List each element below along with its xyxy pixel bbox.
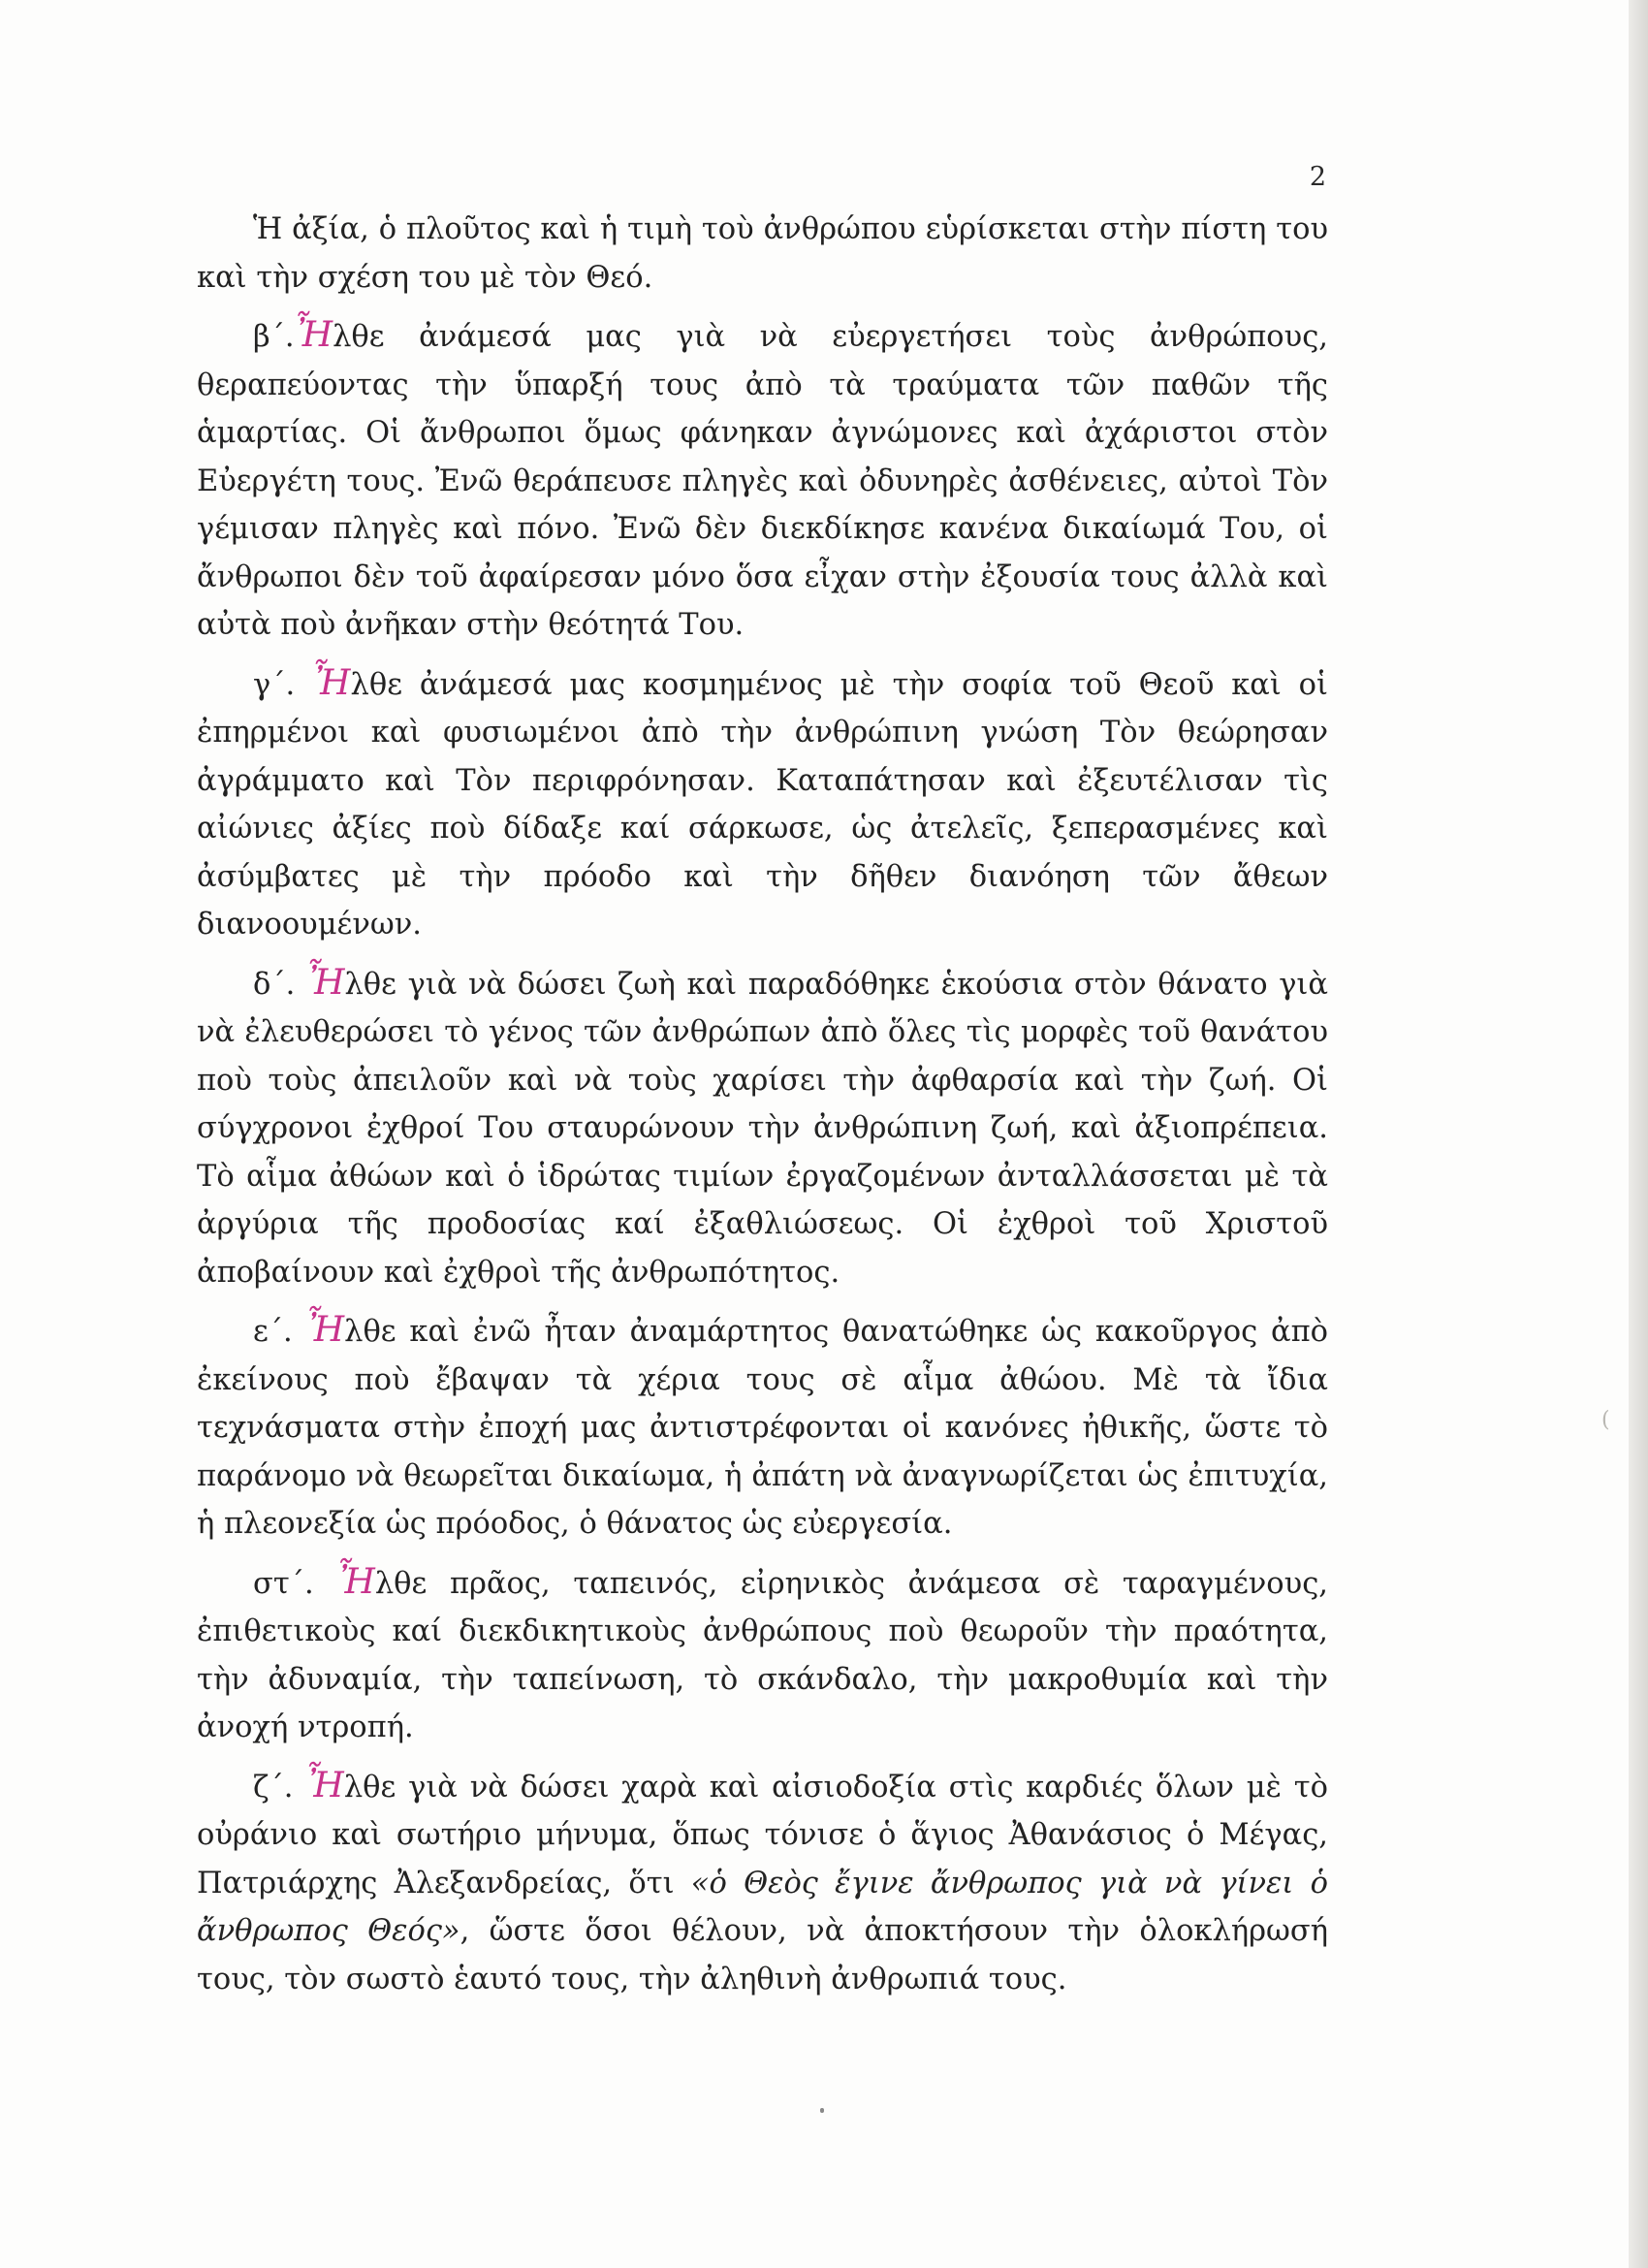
paragraph-beta xyxy=(197,313,1328,650)
drop-initial: Ἦ xyxy=(305,962,345,1003)
drop-initial: Ἦ xyxy=(305,1765,344,1805)
section-number: στ΄. xyxy=(253,1566,314,1601)
paragraph-stigma xyxy=(197,1560,1328,1752)
scan-edge xyxy=(1629,0,1648,2268)
section-number: ε΄. xyxy=(253,1315,293,1349)
paragraph-text: λθε ἀνάμεσά μας κοσμημένος μὲ τὴν σοφία τοῦ Θεοῦ καὶ οἱ ἐπηρμένοι καὶ φυσιωμένοι ἀπὸ τὴν ἀνθρώπινη γνώση Τὸν θεώρησαν ἀγράμματο καὶ Τὸν περιφρόνησαν. Καταπάτησαν καὶ ἐξευτέλισαν τὶς αἰώνιες ἀξίες ποὺ δίδαξε καί σάρκωσε, ὡς ἀτελεῖς, ξεπερασμένες καὶ ἀσύμβατες μὲ τὴν πρόοδο καὶ τὴν δῆθεν διανόηση τῶν ἄθεων διανοουμένων. xyxy=(197,667,1328,942)
body-text xyxy=(197,206,1328,2015)
section-number: ζ΄. xyxy=(253,1770,294,1805)
paragraph-text: λθε γιὰ νὰ δώσει ζωὴ καὶ παραδόθηκε ἑκούσια στὸν θάνατο γιὰ νὰ ἐλευθερώσει τὸ γένος τῶν ἀνθρώπων ἀπὸ ὅλες τὶς μορφὲς τοῦ θανάτου ποὺ τοὺς ἀπειλοῦν καὶ νὰ τοὺς χαρίσει τὴν ἀφθαρσία καὶ τὴν ζωή. Οἱ σύγχρονοι ἐχθροί Του σταυρώνουν τὴν ἀνθρώπινη ζωή, καὶ ἀξιοπρέπεια. Τὸ αἷμα ἀθώων καὶ ὁ ἱδρώτας τιμίων ἐργαζομένων ἀνταλλάσσεται μὲ τὰ ἀργύρια τῆς προδοσίας καί ἐξαθλιώσεως. Οἱ ἐχθροὶ τοῦ Χριστοῦ ἀποβαίνουν καὶ ἐχθροὶ τῆς ἀνθρωπότητος. xyxy=(197,967,1328,1290)
drop-initial: Ἦ xyxy=(294,315,333,355)
drop-initial: Ἦ xyxy=(312,662,351,703)
paragraph-intro: Ἡ ἀξία, ὁ πλοῦτος καὶ ἡ τιμὴ τοὺ ἀνθρώπου εὑρίσκεται στὴν πίστη του καὶ τὴν σχέση του μὲ τὸν Θεό. xyxy=(197,212,1328,295)
paragraph-delta xyxy=(197,961,1328,1297)
paragraph-text: λθε καὶ ἐνῶ ἦταν ἀναμάρτητος θανατώθηκε ὡς κακοῦργος ἀπὸ ἐκείνους ποὺ ἔβαψαν τὰ χέρια τους σὲ αἷμα ἀθώου. Μὲ τὰ ἴδια τεχνάσματα στὴν ἐποχή μας ἀντιστρέφονται οἱ κανόνες ἠθικῆς, ὥστε τὸ παράνομο νὰ θεωρεῖται δικαίωμα, ἡ ἀπάτη νὰ ἀναγνωρίζεται ὡς ἐπιτυχία, ἡ πλεονεξία ὡς πρόοδος, ὁ θάνατος ὡς εὐεργεσία. xyxy=(197,1315,1329,1541)
paragraph-zeta xyxy=(197,1764,1328,2004)
paragraph-text: λθε γιὰ νὰ δώσει χαρὰ καὶ αἰσιοδοξία στὶς καρδιές ὅλων μὲ τὸ οὐράνιο καὶ σωτήριο μήνυμα, ὅπως τόνισε ὁ ἅγιος Ἀθανάσιος ὁ Μέγας, Πατριάρχης Ἀλεξανδρείας, ὅτι xyxy=(197,1770,1328,1901)
drop-initial: Ἦ xyxy=(336,1561,375,1602)
section-number: β΄. xyxy=(253,320,295,354)
section-number: δ΄. xyxy=(253,967,296,1002)
section-number: γ΄. xyxy=(253,667,296,702)
page-number: 2 xyxy=(1309,162,1326,192)
paragraph-epsilon xyxy=(197,1308,1328,1549)
paragraph-text: λθε πρᾶος, ταπεινός, εἰρηνικὸς ἀνάμεσα σὲ ταραγμένους, ἐπιθετικοὺς καί διεκδικητικοὺς ἀνθρώπους ποὺ θεωροῦν τὴν πραότητα, τὴν ἀδυναμία, τὴν ταπείνωση, τὸ σκάνδαλο, τὴν μακροθυμία καὶ τὴν ἀνοχή ντροπή. xyxy=(197,1566,1328,1744)
scan-speck xyxy=(820,2108,824,2113)
drop-initial: Ἦ xyxy=(305,1310,345,1350)
quotation: «ὁ Θεὸς ἔγινε ἄνθρωπος γιὰ νὰ γίνει ὁ ἄνθρωπος Θεός» xyxy=(197,1866,1328,1948)
paragraph-text-end: , ὥστε ὅσοι θέλουν, νὰ ἀποκτήσουν τὴν ὁλοκλήρωσή τους, τὸν σωστὸ ἑαυτό τους, τὴν ἀληθινὴ ἀνθρωπιά τους. xyxy=(197,1914,1328,1996)
paragraph-text: λθε ἀνάμεσά μας γιὰ νὰ εὐεργετήσει τοὺς ἀνθρώπους, θεραπεύοντας τὴν ὕπαρξή τους ἀπὸ τὰ τραύματα τῶν παθῶν τῆς ἁμαρτίας. Οἱ ἄνθρωποι ὅμως φάνηκαν ἀγνώμονες καὶ ἀχάριστοι στὸν Εὐεργέτη τους. Ἐνῶ θεράπευσε πληγὲς καὶ ὀδυνηρὲς ἀσθένειες, αὐτοὶ Τὸν γέμισαν πληγὲς καὶ πόνο. Ἐνῶ δὲν διεκδίκησε κανένα δικαίωμά Του, οἱ ἄνθρωποι δὲν τοῦ ἀφαίρεσαν μόνο ὅσα εἶχαν στὴν ἐξουσία τους ἀλλὰ καὶ αὐτὰ ποὺ ἀνῆκαν στὴν θεότητά Του. xyxy=(197,320,1328,642)
scan-margin-mark: ( xyxy=(1601,1408,1610,1432)
paragraph-gamma xyxy=(197,661,1328,949)
